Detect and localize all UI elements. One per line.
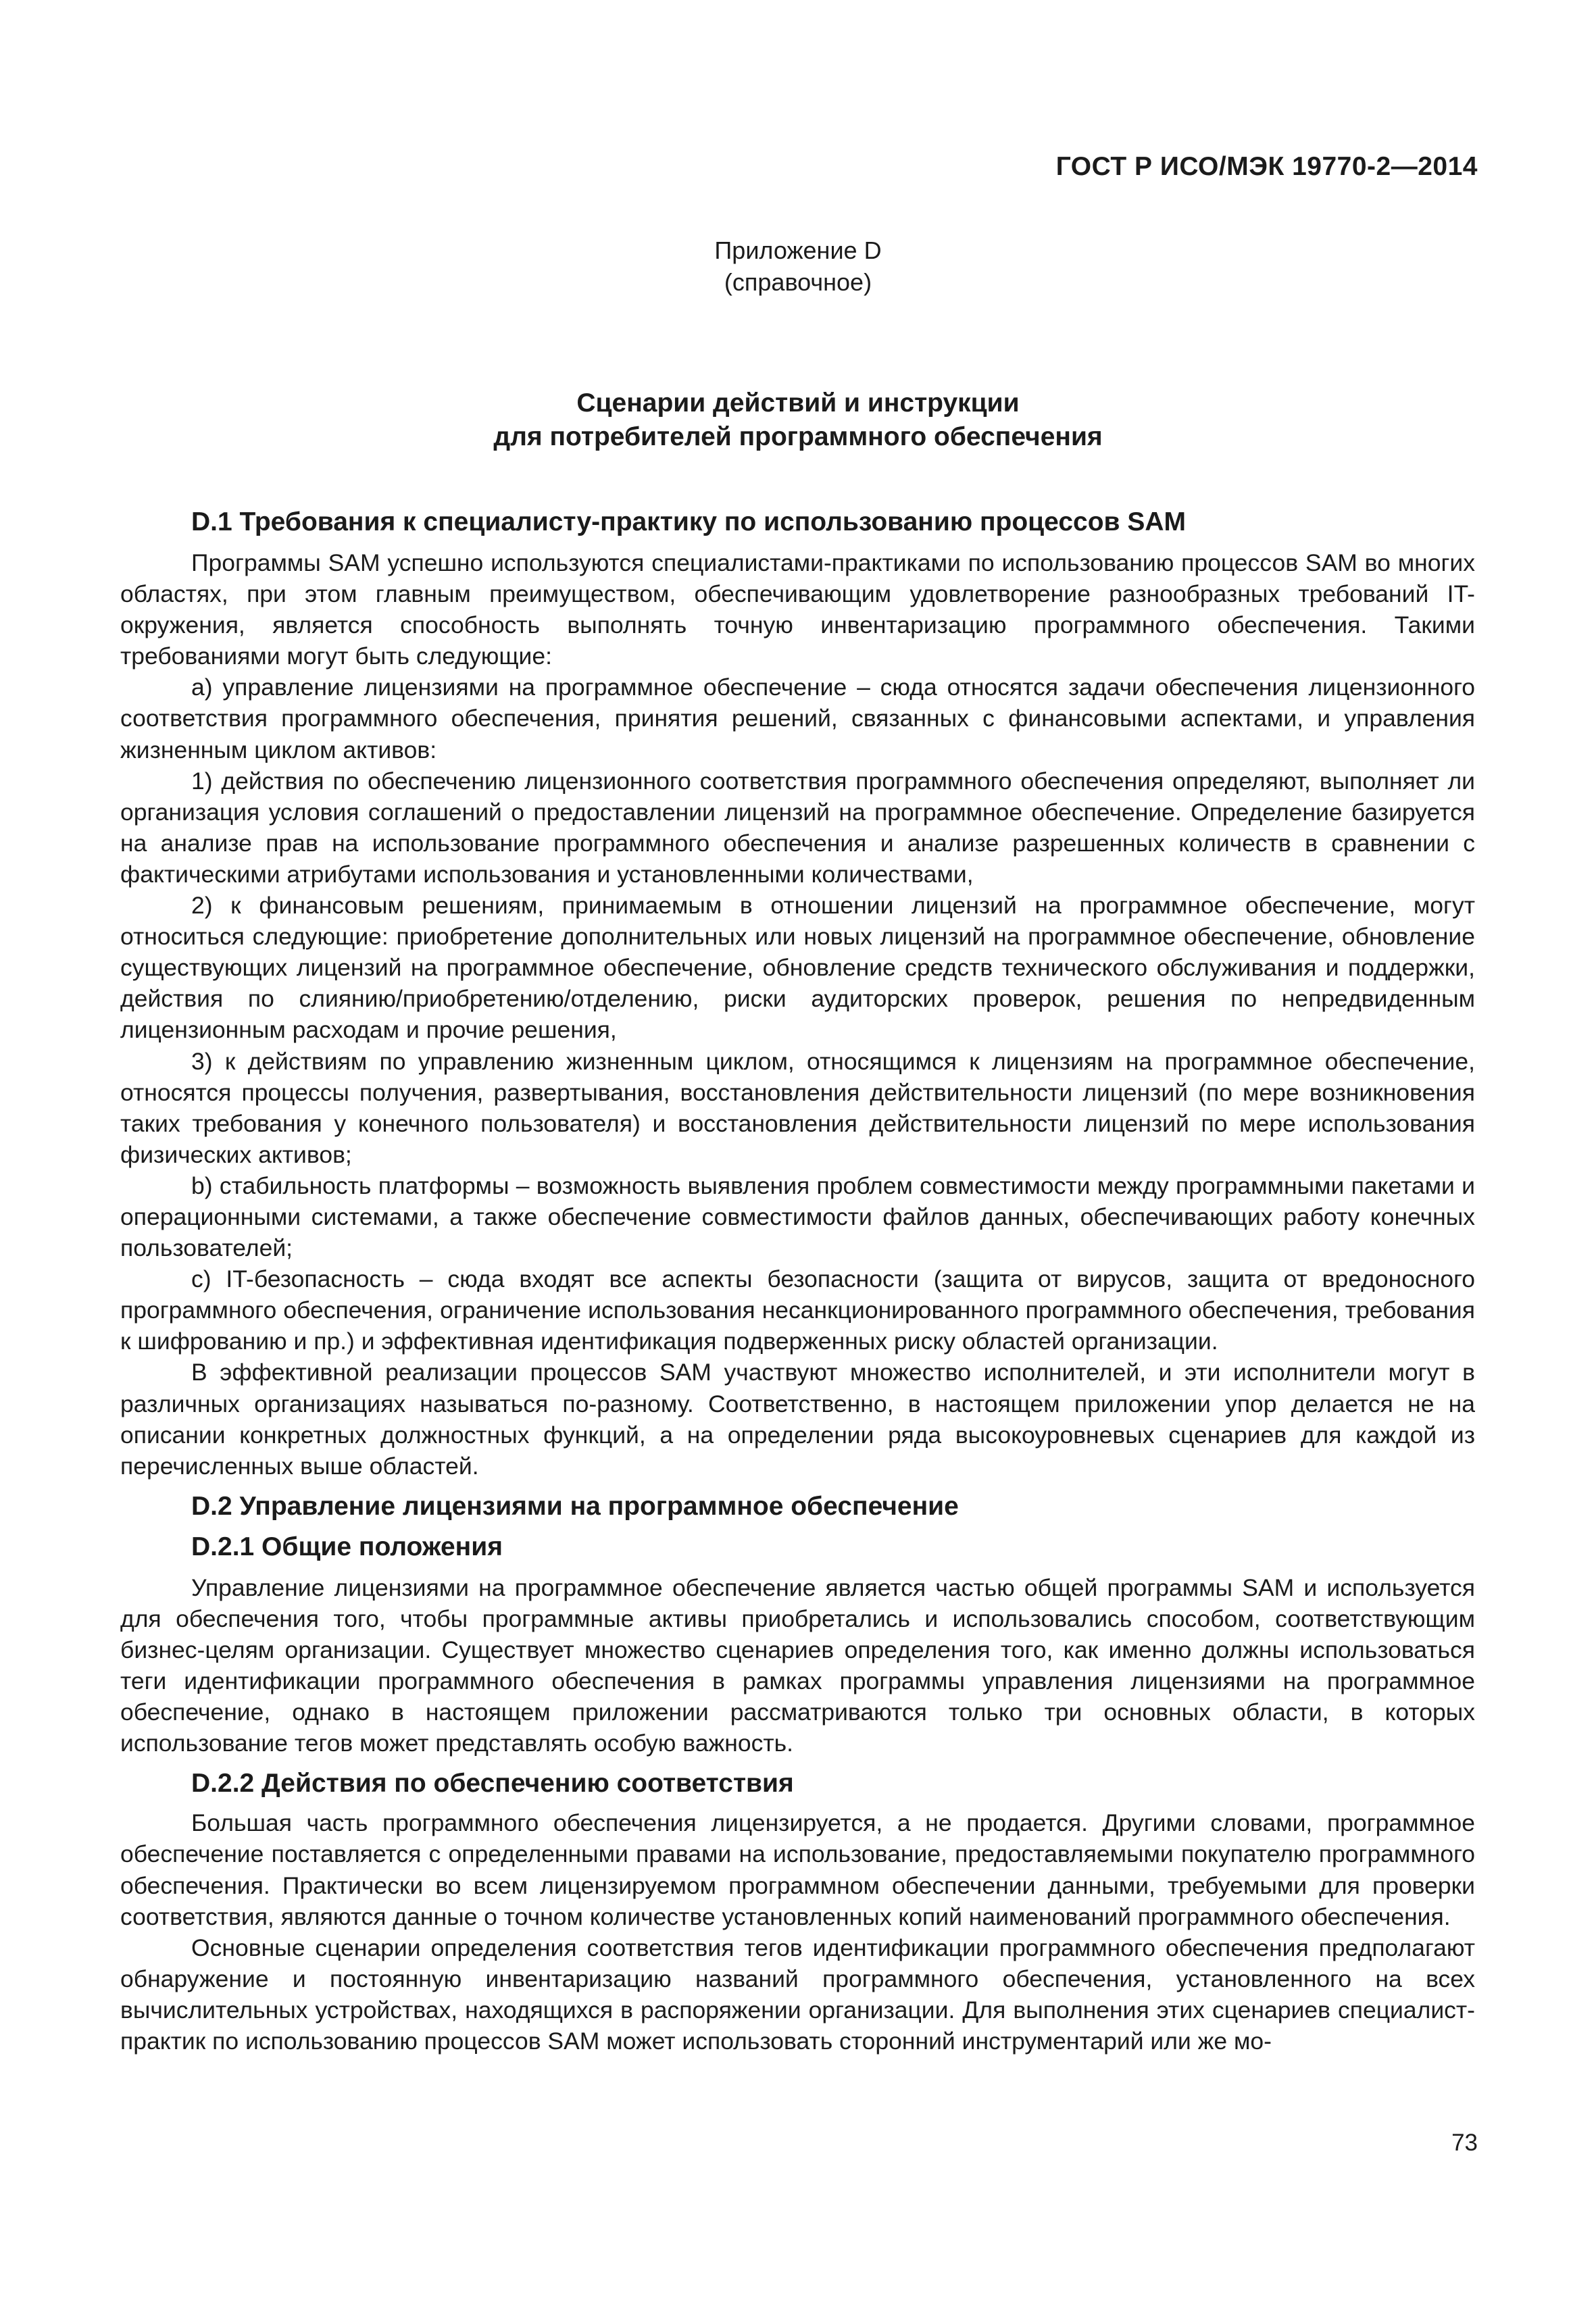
annex-heading xyxy=(0,234,1596,298)
document-body xyxy=(120,505,1475,2057)
list-item-a3: 3) к действиям по управлению жизненным циклом, относящимся к лицензиям на программное обеспечение, относятся процессы получения, развертывания, восстановления действительности лицензий (по мере возникновения таких требования у конечного пользователя) и восстановления действительности лицензий по мере использования физических активов; xyxy=(120,1047,1475,1168)
list-item-b: b) стабильность платформы – возможность выявления проблем совместимости между программными пакетами и операционными системами, а также обеспечение совместимости файлов данных, обеспечивающих работу конечных пользователей; xyxy=(120,1172,1475,1262)
annex-title-line2: для потребителей программного обеспечения xyxy=(493,422,1103,451)
list-item-c: c) IT-безопасность – сюда входят все аспекты безопасности (защита от вирусов, защита от вредоносного программного обеспечения, ограничение использования несанкционированного программного обеспечения, требования к шифрованию и пр.) и эффективная идентификация подверженных риску областей организации. xyxy=(120,1265,1475,1355)
annex-title xyxy=(0,386,1596,454)
paragraph: Основные сценарии определения соответствия тегов идентификации программного обеспечения предполагают обнаружение и постоянную инвентаризацию названий программного обеспечения, установленного на всех вычислительных устройствах, находящихся в распоряжении организации. Для выполнения этих сценариев специалист-практик по использованию процессов SAM может использовать сторонний инструментарий или же мо- xyxy=(120,1934,1475,2055)
section-heading-d2: D.2 Управление лицензиями на программное обеспечение xyxy=(191,1491,959,1521)
section-heading-d1: D.1 Требования к специалисту-практику по использованию процессов SAM xyxy=(191,507,1187,536)
list-item-a2: 2) к финансовым решениям, принимаемым в отношении лицензий на программное обеспечение, могут относиться следующие: приобретение дополнительных или новых лицензий на программное обеспечение, обновление существующих лицензий на программное обеспечение, обновление средств технического обслуживания и поддержки, действия по слиянию/приобретению/отделению, риски аудиторских проверок, решения по непредвиденным лицензионным расходам и прочие решения, xyxy=(120,892,1475,1044)
paragraph: Управление лицензиями на программное обеспечение является частью общей программы SAM и используется для обеспечения того, чтобы программные активы приобретались и использовались способом, соответствующим бизнес-целям организации. Существует множество сценариев определения того, как именно должны использоваться теги идентификации программного обеспечения в рамках программы управления лицензиями на программное обеспечение, однако в настоящем приложении рассматриваются только три основных области, в которых использование тегов может представлять особую важность. xyxy=(120,1574,1475,1757)
paragraph: Большая часть программного обеспечения лицензируется, а не продается. Другими словами, программное обеспечение поставляется с определенными правами на использование, предоставляемыми покупателю программного обеспечения. Практически во всем лицензируемом программном обеспечении данными, требуемыми для проверки соответствия, являются данные о точном количестве установленных копий наименований программного обеспечения. xyxy=(120,1809,1475,1930)
standard-designation: ГОСТ Р ИСО/МЭК 19770-2—2014 xyxy=(1055,152,1478,181)
annex-title-line1: Сценарии действий и инструкции xyxy=(576,388,1020,418)
annex-label: Приложение D xyxy=(714,236,882,264)
list-item-a: а) управление лицензиями на программное обеспечение – сюда относятся задачи обеспечения лицензионного соответствия программного обеспечения, принятия решений, связанных с финансовыми аспектами, и управления жизненным циклом активов: xyxy=(120,674,1475,763)
paragraph: Программы SAM успешно используются специалистами-практиками по использованию процессов SAM во многих областях, при этом главным преимуществом, обеспечивающим удовлетворение разнообразных требований IT-окружения, является способность выполнять точную инвентаризацию программного обеспечения. Такими требованиями могут быть следующие: xyxy=(120,549,1475,670)
section-heading-d21: D.2.1 Общие положения xyxy=(191,1532,503,1561)
paragraph: В эффективной реализации процессов SAM участвуют множество исполнителей, и эти исполнители могут в различных организациях называться по-разному. Соответственно, в настоящем приложении упор делается не на описании конкретных должностных функций, а на определении ряда высокоуровневых сценариев для каждой из перечисленных выше областей. xyxy=(120,1359,1475,1480)
page-number: 73 xyxy=(1451,2130,1478,2156)
annex-type: (справочное) xyxy=(724,268,872,296)
section-heading-d22: D.2.2 Действия по обеспечению соответствия xyxy=(191,1769,794,1799)
list-item-a1: 1) действия по обеспечению лицензионного соответствия программного обеспечения определяют, выполняет ли организация условия соглашений о предоставлении лицензий на программное обеспечение. Определение базируется на анализе прав на использование программного обеспечения и анализе разрешенных количеств в сравнении с фактическими атрибутами использования и установленными количествами, xyxy=(120,767,1475,888)
